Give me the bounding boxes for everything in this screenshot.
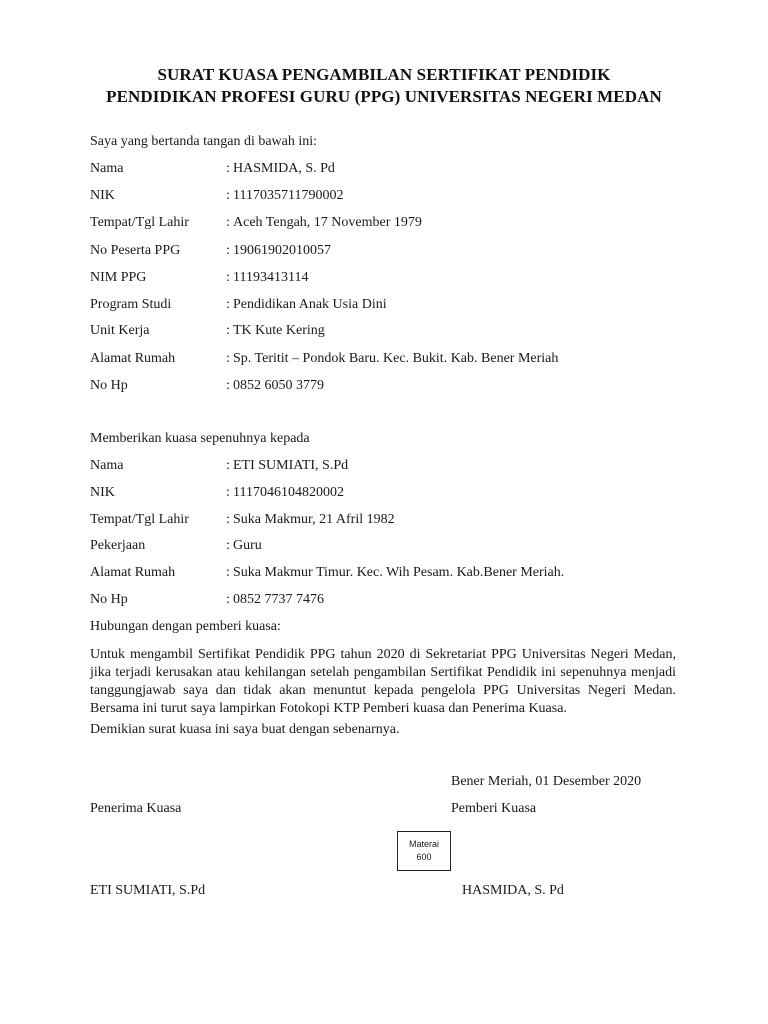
field-label: Tempat/Tgl Lahir	[90, 215, 189, 230]
body-paragraph: Untuk mengambil Sertifikat Pendidik PPG tahun 2020 di Sekretariat PPG Universitas Negeri Medan, jika terjadi kerusakan atau kehilangan setelah pengambilan Sertifikat Pendidik ini sepenuhnya menjadi tanggungjawab saya dan tidak akan menuntut kepada pengelola PPG Universitas Negeri Medan. Bersama ini turut saya lampirkan Fotokopi KTP Pemberi kuasa dan Penerima Kuasa.	[90, 647, 676, 716]
giver-label: Pemberi Kuasa	[451, 801, 537, 816]
field-label: Unit Kerja	[90, 323, 150, 338]
relationship-line: Hubungan dengan pemberi kuasa:	[90, 619, 281, 634]
letter-title-line-2: PENDIDIKAN PROFESI GURU (PPG) UNIVERSITAS NEGERI MEDAN	[106, 87, 662, 106]
field-label: NIK	[90, 485, 115, 500]
field-label: Nama	[90, 161, 124, 176]
field-label: No Hp	[90, 378, 128, 393]
closing-statement: Demikian surat kuasa ini saya buat dengan sebenarnya.	[90, 722, 400, 737]
field-label: Pekerjaan	[90, 538, 146, 553]
field-value: Suka Makmur, 21 Afril 1982	[233, 512, 395, 527]
field-label: NIK	[90, 188, 115, 203]
field-value: ETI SUMIATI, S.Pd	[233, 458, 349, 473]
field-label: Alamat Rumah	[90, 565, 176, 580]
field-label: NIM PPG	[90, 270, 147, 285]
field-value: 19061902010057	[233, 243, 331, 258]
field-value: Sp. Teritit – Pondok Baru. Kec. Bukit. Kab. Bener Meriah	[233, 351, 559, 366]
stamp-value: 600	[416, 852, 432, 862]
field-value: 1117046104820002	[233, 485, 344, 500]
field-label: No Peserta PPG	[90, 243, 181, 258]
stamp-label: Materai	[408, 839, 439, 849]
field-label: Alamat Rumah	[90, 351, 176, 366]
field-label: No Hp	[90, 592, 128, 607]
field-value: 0852 7737 7476	[233, 592, 324, 607]
field-label: Tempat/Tgl Lahir	[90, 512, 189, 527]
place-and-date: Bener Meriah, 01 Desember 2020	[451, 774, 642, 789]
grantor-intro: Saya yang bertanda tangan di bawah ini:	[90, 134, 318, 149]
field-value: Aceh Tengah, 17 November 1979	[233, 215, 422, 230]
field-label: Nama	[90, 458, 124, 473]
grantee-intro: Memberikan kuasa sepenuhnya kepada	[90, 431, 310, 446]
giver-name: HASMIDA, S. Pd	[462, 883, 564, 898]
field-label: Program Studi	[90, 297, 172, 312]
field-value: HASMIDA, S. Pd	[233, 161, 335, 176]
field-value: 11193413114	[233, 270, 309, 285]
stamp-duty-box	[397, 831, 451, 871]
field-value: 0852 6050 3779	[233, 378, 324, 393]
field-value: 1117035711790002	[233, 188, 344, 203]
receiver-label: Penerima Kuasa	[90, 801, 182, 816]
receiver-name: ETI SUMIATI, S.Pd	[90, 883, 206, 898]
field-value: Pendidikan Anak Usia Dini	[233, 297, 387, 312]
field-value: Suka Makmur Timur. Kec. Wih Pesam. Kab.Bener Meriah.	[233, 565, 565, 580]
letter-title-line-1: SURAT KUASA PENGAMBILAN SERTIFIKAT PENDIDIK	[157, 65, 611, 84]
field-value: Guru	[233, 538, 262, 553]
field-value: TK Kute Kering	[233, 323, 325, 338]
